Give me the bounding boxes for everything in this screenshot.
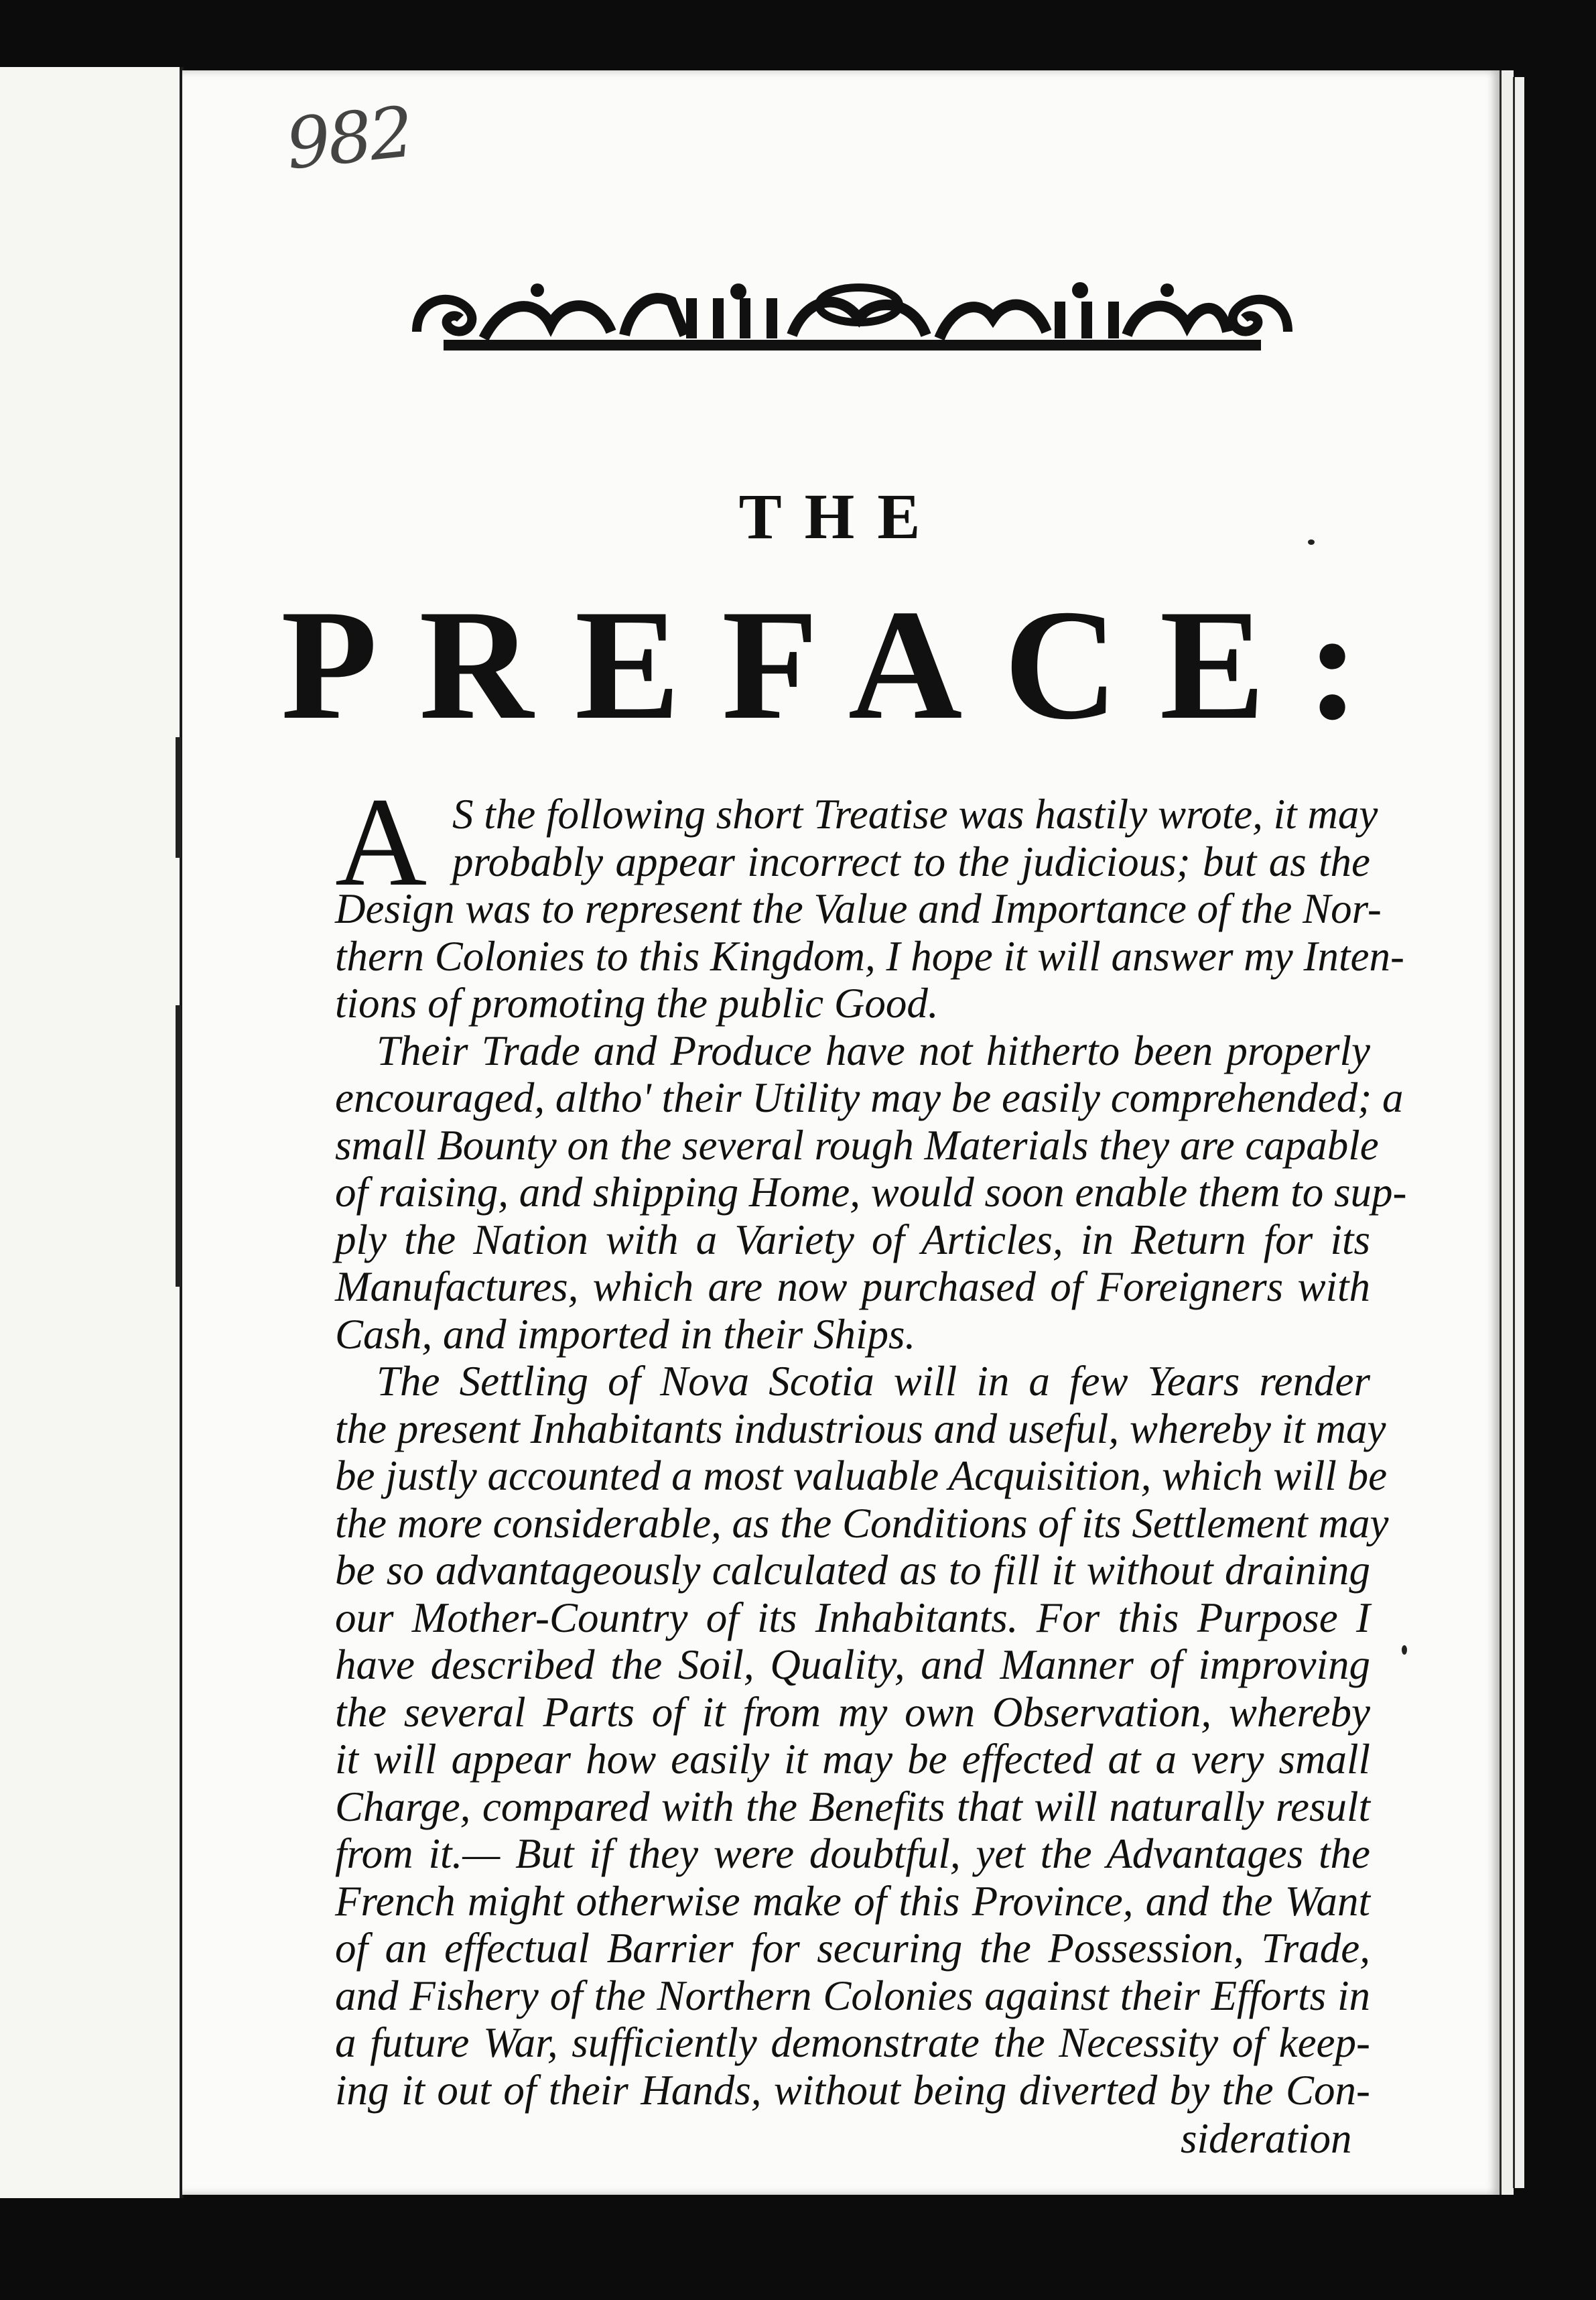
text-line: it will appear how easily it may be effected at a very small: [335, 1736, 1370, 1783]
text-line: be justly accounted a most valuable Acquisition, which will be: [335, 1452, 1388, 1499]
text-line: the present Inhabitants industrious and useful, whereby it may: [335, 1405, 1386, 1452]
text-line: Cash, and imported in their Ships.: [335, 1310, 916, 1358]
text-line: The Settling of Nova Scotia will in a few Years render: [377, 1358, 1370, 1405]
paragraph-1: [335, 772, 1404, 1027]
text-line: tions of promoting the public Good.: [335, 980, 939, 1027]
text-line: of raising, and shipping Home, would soon enable them to sup-: [335, 1169, 1407, 1216]
text-line: from it.— But if they were doubtful, yet the Advantages the: [335, 1830, 1370, 1877]
text-line: S the following short Treatise was hastily wrote, it may: [452, 791, 1378, 838]
paragraph-3: [335, 1358, 1389, 2114]
text-line: the more considerable, as the Conditions of its Settlement may: [335, 1499, 1389, 1547]
ink-speck: [1402, 1645, 1407, 1655]
paragraph-2: [335, 1027, 1407, 1358]
title-the: THE: [738, 481, 943, 552]
text-line: Design was to represent the Value and Importance of the Nor-: [335, 885, 1382, 932]
page-edge: [1500, 70, 1514, 2195]
text-line: Manufactures, which are now purchased of Foreigners with: [335, 1263, 1370, 1310]
text-line: ing it out of their Hands, without being diverted by the Con-: [335, 2066, 1370, 2114]
handwritten-catalog-number: 982: [282, 90, 415, 186]
text-line: a future War, sufficiently demonstrate the Necessity of keep-: [335, 2019, 1370, 2066]
text-line: our Mother-Country of its Inhabitants. For this Purpose I: [335, 1594, 1370, 1641]
drop-cap: A: [335, 772, 427, 913]
page-edge: [1513, 77, 1524, 2188]
text-line: encouraged, altho' their Utility may be easily comprehended; a: [335, 1074, 1404, 1121]
text-line: Their Trade and Produce have not hitherto been properly: [377, 1027, 1370, 1074]
text-line: thern Colonies to this Kingdom, I hope it will answer my Inten-: [335, 932, 1404, 980]
binding-mark: [176, 1005, 181, 1287]
binding-mark: [176, 737, 181, 858]
preface-body: [335, 772, 1407, 2114]
text-line: of an effectual Barrier for securing the Possession, Trade,: [335, 1925, 1370, 1972]
text-line: the several Parts of it from my own Observation, whereby: [335, 1688, 1370, 1736]
text-line: and Fishery of the Northern Colonies against their Efforts in: [335, 1972, 1370, 2019]
text-line: probably appear incorrect to the judicious; but as the: [452, 838, 1370, 885]
text-line: Charge, compared with the Benefits that will naturally result: [335, 1783, 1370, 1830]
facing-page: [0, 67, 184, 2198]
text-line: small Bounty on the several rough Materials they are capable: [335, 1121, 1379, 1169]
text-line: have described the Soil, Quality, and Manner of improving: [335, 1641, 1370, 1688]
text-line: be so advantageously calculated as to fill it without draining: [335, 1547, 1370, 1594]
catchword: sideration: [1181, 2115, 1352, 2162]
book-page: [182, 70, 1500, 2195]
title-preface: PREFACE:: [281, 578, 1401, 753]
text-line: ply the Nation with a Variety of Articles, in Return for its: [335, 1216, 1370, 1263]
text-line: French might otherwise make of this Province, and the Want: [335, 1877, 1370, 1925]
headpiece-ornament: [403, 271, 1301, 359]
ink-speck: [1308, 539, 1315, 545]
